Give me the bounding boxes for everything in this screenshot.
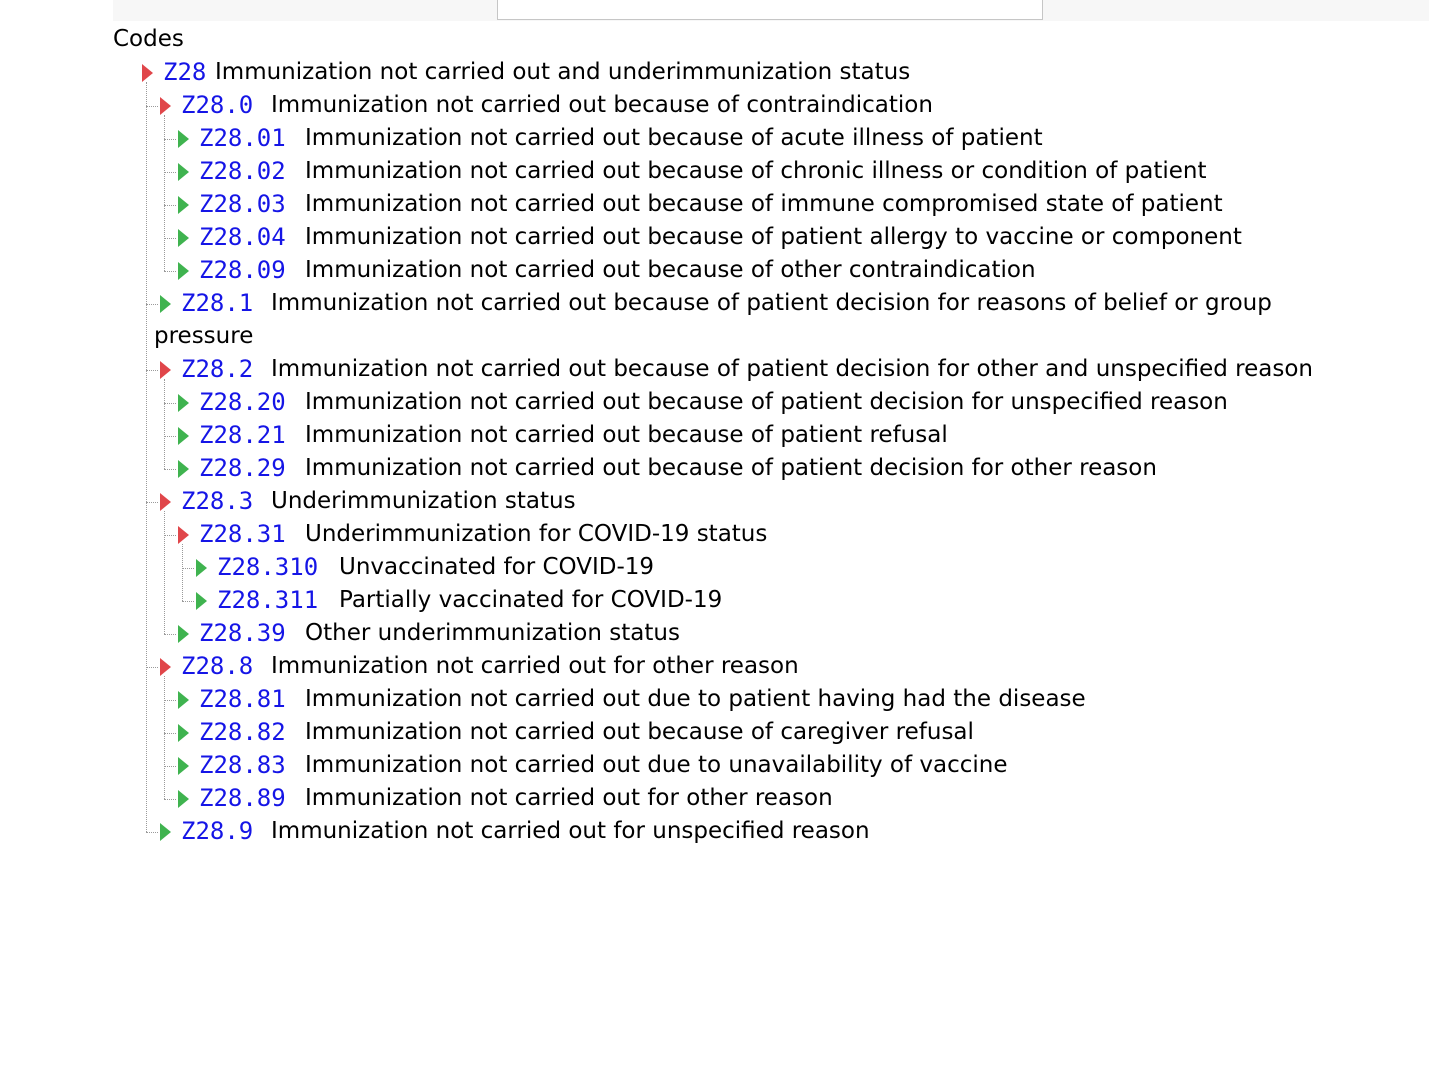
collapsed-triangle-icon[interactable] <box>178 229 189 247</box>
tree-connector <box>164 403 176 404</box>
expanded-triangle-icon[interactable] <box>160 361 171 379</box>
collapsed-triangle-icon[interactable] <box>160 295 171 313</box>
tree-connector <box>164 676 165 799</box>
code-link[interactable]: Z28.9 <box>181 817 254 845</box>
collapsed-triangle-icon[interactable] <box>196 592 207 610</box>
code-description: Immunization not carried out for other reason <box>271 653 799 679</box>
code-description: Unvaccinated for COVID-19 <box>339 554 655 580</box>
tree-connector <box>164 172 176 173</box>
code-description: Immunization not carried out because of patient decision for reasons of belief or group <box>271 290 1272 316</box>
code-description: Partially vaccinated for COVID-19 <box>339 587 723 613</box>
code-description: Immunization not carried out because of patient decision for unspecified reason <box>305 389 1228 415</box>
tree-connector <box>164 271 176 272</box>
collapsed-triangle-icon[interactable] <box>178 196 189 214</box>
code-link[interactable]: Z28.02 <box>199 157 286 185</box>
code-link[interactable]: Z28.03 <box>199 190 286 218</box>
tree-connector <box>164 238 176 239</box>
code-description: Immunization not carried out due to patient having had the disease <box>305 686 1086 712</box>
tree-connector <box>146 370 158 371</box>
tree-connector <box>164 700 176 701</box>
code-link[interactable]: Z28.0 <box>181 91 254 119</box>
collapsed-triangle-icon[interactable] <box>178 460 189 478</box>
expanded-triangle-icon[interactable] <box>178 526 189 544</box>
code-description: Immunization not carried out because of contraindication <box>271 92 933 118</box>
tree-connector <box>164 511 165 634</box>
code-description: Underimmunization for COVID-19 status <box>305 521 768 547</box>
expanded-triangle-icon[interactable] <box>160 493 171 511</box>
code-link[interactable]: Z28.8 <box>181 652 254 680</box>
tree-connector <box>146 667 158 668</box>
code-description: Immunization not carried out because of patient allergy to vaccine or component <box>305 224 1242 250</box>
code-link[interactable]: Z28.82 <box>199 718 286 746</box>
tree-connector <box>164 469 176 470</box>
tree-connector <box>164 634 176 635</box>
collapsed-triangle-icon[interactable] <box>178 724 189 742</box>
tree-connector <box>182 544 183 601</box>
tree-connector <box>164 535 176 536</box>
code-description: Immunization not carried out because of caregiver refusal <box>305 719 974 745</box>
collapsed-triangle-icon[interactable] <box>178 790 189 808</box>
tree-connector <box>146 304 158 305</box>
code-link[interactable]: Z28.3 <box>181 487 254 515</box>
code-link[interactable]: Z28.01 <box>199 124 286 152</box>
collapsed-triangle-icon[interactable] <box>178 262 189 280</box>
code-description: Immunization not carried out for other reason <box>305 785 833 811</box>
collapsed-triangle-icon[interactable] <box>178 625 189 643</box>
tree-connector <box>164 799 176 800</box>
tree-connector <box>164 766 176 767</box>
code-link[interactable]: Z28.1 <box>181 289 254 317</box>
code-description: Immunization not carried out because of immune compromised state of patient <box>305 191 1223 217</box>
code-link[interactable]: Z28.04 <box>199 223 286 251</box>
code-description: Immunization not carried out and underimmunization status <box>215 59 911 85</box>
code-description-wrap: pressure <box>154 323 254 349</box>
code-description: Immunization not carried out for unspecified reason <box>271 818 870 844</box>
tree-connector <box>146 106 158 107</box>
code-link[interactable]: Z28.83 <box>199 751 286 779</box>
section-title: Codes <box>113 26 184 52</box>
code-link[interactable]: Z28.310 <box>217 553 319 581</box>
collapsed-triangle-icon[interactable] <box>196 559 207 577</box>
code-description: Immunization not carried out because of acute illness of patient <box>305 125 1043 151</box>
tree-connector <box>164 436 176 437</box>
code-description: Immunization not carried out because of patient decision for other and unspecified reason <box>271 356 1313 382</box>
code-link[interactable]: Z28 <box>163 58 207 86</box>
code-link[interactable]: Z28.81 <box>199 685 286 713</box>
code-description: Other underimmunization status <box>305 620 680 646</box>
code-description: Underimmunization status <box>271 488 576 514</box>
collapsed-triangle-icon[interactable] <box>160 823 171 841</box>
code-description: Immunization not carried out because of patient refusal <box>305 422 948 448</box>
code-link[interactable]: Z28.89 <box>199 784 286 812</box>
collapsed-triangle-icon[interactable] <box>178 427 189 445</box>
tree-connector <box>164 379 165 469</box>
code-link[interactable]: Z28.311 <box>217 586 319 614</box>
tree-connector <box>164 115 165 271</box>
tree-connector <box>146 502 158 503</box>
collapsed-triangle-icon[interactable] <box>178 691 189 709</box>
code-link[interactable]: Z28.20 <box>199 388 286 416</box>
expanded-triangle-icon[interactable] <box>160 97 171 115</box>
code-link[interactable]: Z28.2 <box>181 355 254 383</box>
code-link[interactable]: Z28.29 <box>199 454 286 482</box>
code-link[interactable]: Z28.39 <box>199 619 286 647</box>
tree-connector <box>182 601 194 602</box>
expanded-triangle-icon[interactable] <box>160 658 171 676</box>
code-link[interactable]: Z28.21 <box>199 421 286 449</box>
tree-connector <box>182 568 194 569</box>
expanded-triangle-icon[interactable] <box>142 64 153 82</box>
collapsed-triangle-icon[interactable] <box>178 757 189 775</box>
tree-connector <box>164 139 176 140</box>
code-link[interactable]: Z28.31 <box>199 520 286 548</box>
code-description: Immunization not carried out because of other contraindication <box>305 257 1036 283</box>
tree-connector <box>146 832 158 833</box>
collapsed-triangle-icon[interactable] <box>178 130 189 148</box>
code-description: Immunization not carried out due to unavailability of vaccine <box>305 752 1008 778</box>
collapsed-triangle-icon[interactable] <box>178 394 189 412</box>
code-link[interactable]: Z28.09 <box>199 256 286 284</box>
tree-connector <box>164 733 176 734</box>
tree-connector <box>146 82 147 832</box>
tree-connector <box>164 205 176 206</box>
collapsed-triangle-icon[interactable] <box>178 163 189 181</box>
code-description: Immunization not carried out because of patient decision for other reason <box>305 455 1157 481</box>
code-description: Immunization not carried out because of chronic illness or condition of patient <box>305 158 1207 184</box>
